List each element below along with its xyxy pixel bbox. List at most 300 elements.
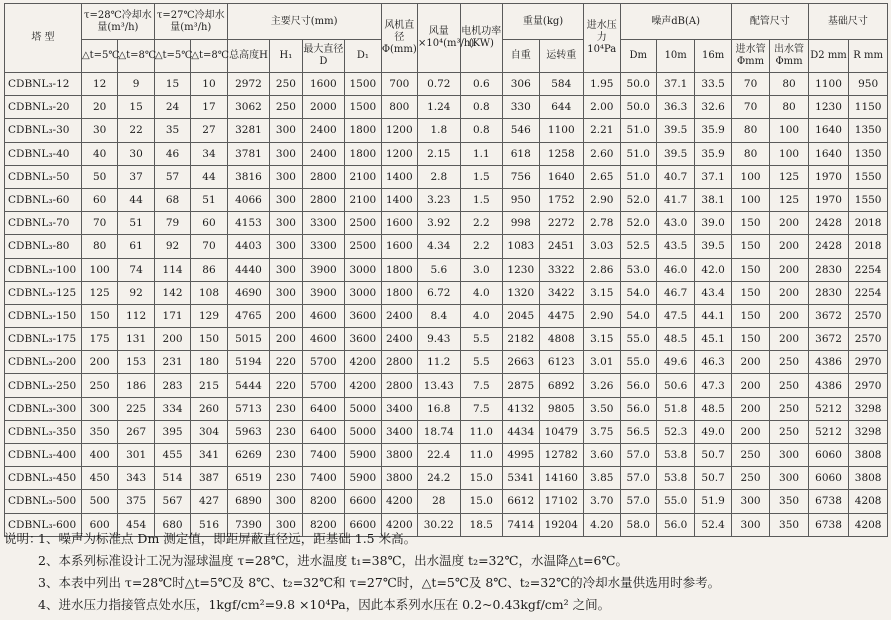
table-cell: 3.60 — [584, 444, 620, 467]
table-cell: 300 — [270, 281, 302, 304]
table-cell: 16.8 — [418, 397, 461, 420]
table-cell: 27 — [191, 119, 227, 142]
table-cell: 5.6 — [418, 258, 461, 281]
table-cell: 131 — [118, 328, 154, 351]
table-cell: 6269 — [227, 444, 270, 467]
table-cell: 4690 — [227, 281, 270, 304]
table-cell: 43.0 — [656, 212, 694, 235]
table-cell: 60 — [191, 212, 227, 235]
table-row — [5, 420, 888, 443]
table-cell: 2800 — [302, 165, 345, 188]
table-cell: 6600 — [345, 513, 381, 536]
table-cell: 200 — [731, 397, 769, 420]
table-cell: 756 — [503, 165, 539, 188]
header-airflow: 风量×10⁴(m³/h) — [418, 4, 461, 73]
table-cell: 250 — [770, 351, 808, 374]
table-cell: 2970 — [849, 351, 888, 374]
header-pressure: 进水压力10⁴Pa — [584, 4, 620, 73]
table-row — [5, 281, 888, 304]
table-cell: 2970 — [849, 374, 888, 397]
table-cell: 15.0 — [460, 490, 503, 513]
table-cell: 2500 — [345, 212, 381, 235]
table-cell: 41.7 — [656, 188, 694, 211]
table-cell: 1200 — [381, 119, 417, 142]
notes — [4, 528, 888, 616]
table-cell: 52.0 — [620, 188, 656, 211]
table-cell: 283 — [154, 374, 190, 397]
table-cell: 125 — [770, 188, 808, 211]
header-self-weight: 自重 — [503, 40, 539, 73]
table-cell: 3800 — [381, 444, 417, 467]
table-cell: 44.1 — [695, 304, 731, 327]
table-cell: 51 — [191, 188, 227, 211]
table-cell: 350 — [770, 513, 808, 536]
table-cell: 5713 — [227, 397, 270, 420]
table-cell: 2.00 — [584, 96, 620, 119]
header-outlet-pipe: 出水管Φmm — [770, 40, 808, 73]
table-cell: 39.5 — [656, 142, 694, 165]
table-cell: 1150 — [849, 96, 888, 119]
table-cell: 3.01 — [584, 351, 620, 374]
table-cell: 300 — [270, 165, 302, 188]
table-cell: 1400 — [381, 188, 417, 211]
table-cell: 186 — [118, 374, 154, 397]
table-cell: 1640 — [808, 119, 849, 142]
tower-model-cell: CDBNL₃-50 — [5, 165, 82, 188]
header-noise-16m: 16m — [695, 40, 731, 73]
tower-model-cell: CDBNL₃-70 — [5, 212, 82, 235]
tower-model-cell: CDBNL₃-600 — [5, 513, 82, 536]
table-cell: 5444 — [227, 374, 270, 397]
table-cell: 2972 — [227, 73, 270, 96]
header-main-dims: 主要尺寸(mm) — [227, 4, 381, 40]
header-dt5-tau28: △t=5℃ — [81, 40, 117, 73]
table-cell: 34 — [191, 142, 227, 165]
table-cell: 4475 — [539, 304, 584, 327]
table-cell: 1970 — [808, 165, 849, 188]
table-cell: 5194 — [227, 351, 270, 374]
table-row — [5, 235, 888, 258]
tower-model-cell: CDBNL₃-125 — [5, 281, 82, 304]
table-cell: 125 — [770, 165, 808, 188]
table-cell: 250 — [270, 73, 302, 96]
table-cell: 38.1 — [695, 188, 731, 211]
table-cell: 7.5 — [460, 374, 503, 397]
table-cell: 4208 — [849, 513, 888, 536]
table-cell: 9805 — [539, 397, 584, 420]
table-cell: 600 — [81, 513, 117, 536]
table-cell: 1600 — [381, 212, 417, 235]
table-cell: 2272 — [539, 212, 584, 235]
tower-model-cell: CDBNL₃-80 — [5, 235, 82, 258]
table-cell: 7.5 — [460, 397, 503, 420]
table-cell: 1600 — [302, 73, 345, 96]
table-cell: 1.5 — [460, 165, 503, 188]
table-cell: 150 — [81, 304, 117, 327]
table-cell: 4434 — [503, 420, 539, 443]
header-tau28: τ=28℃冷却水量(m³/h) — [81, 4, 154, 40]
table-cell: 100 — [770, 119, 808, 142]
header-h1: H₁ — [270, 40, 302, 73]
table-cell: 1350 — [849, 119, 888, 142]
table-cell: 4765 — [227, 304, 270, 327]
table-row — [5, 96, 888, 119]
table-cell: 220 — [270, 374, 302, 397]
table-cell: 4.20 — [584, 513, 620, 536]
table-cell: 24.2 — [418, 467, 461, 490]
table-cell: 200 — [731, 351, 769, 374]
table-cell: 175 — [81, 328, 117, 351]
table-cell: 200 — [154, 328, 190, 351]
table-cell: 1640 — [539, 165, 584, 188]
tower-model-cell: CDBNL₃-350 — [5, 420, 82, 443]
table-cell: 35.9 — [695, 119, 731, 142]
table-cell: 200 — [81, 351, 117, 374]
table-cell: 2830 — [808, 281, 849, 304]
table-row — [5, 490, 888, 513]
table-cell: 37 — [118, 165, 154, 188]
table-cell: 15 — [118, 96, 154, 119]
table-cell: 950 — [849, 73, 888, 96]
header-pipe: 配管尺寸 — [731, 4, 808, 40]
table-cell: 300 — [270, 258, 302, 281]
table-cell: 92 — [118, 281, 154, 304]
table-cell: 5.5 — [460, 328, 503, 351]
table-cell: 53.8 — [656, 467, 694, 490]
table-cell: 40.7 — [656, 165, 694, 188]
table-cell: 48.5 — [695, 397, 731, 420]
table-cell: 395 — [154, 420, 190, 443]
table-cell: 56.0 — [656, 513, 694, 536]
table-cell: 1800 — [381, 281, 417, 304]
table-cell: 150 — [731, 328, 769, 351]
tower-model-cell: CDBNL₃-200 — [5, 351, 82, 374]
table-row — [5, 328, 888, 351]
table-cell: 200 — [770, 212, 808, 235]
table-cell: 5015 — [227, 328, 270, 351]
table-cell: 80 — [81, 235, 117, 258]
table-cell: 1.1 — [460, 142, 503, 165]
table-cell: 24 — [154, 96, 190, 119]
table-cell: 12 — [81, 73, 117, 96]
table-cell: 387 — [191, 467, 227, 490]
table-cell: 300 — [270, 142, 302, 165]
table-cell: 14160 — [539, 467, 584, 490]
table-cell: 6890 — [227, 490, 270, 513]
note-text: 3、本表中列出 τ=28℃时△t=5℃及 8℃、t₂=32℃和 τ=27℃时，△t=5℃及 8℃、t₂=32℃的冷却水量供选用时参考。 — [38, 575, 721, 590]
table-cell: 3.26 — [584, 374, 620, 397]
table-cell: 70 — [731, 96, 769, 119]
table-cell: 11.0 — [460, 444, 503, 467]
table-cell: 300 — [270, 119, 302, 142]
table-cell: 1100 — [808, 73, 849, 96]
table-cell: 45.1 — [695, 328, 731, 351]
table-cell: 3000 — [345, 281, 381, 304]
tower-model-cell: CDBNL₃-300 — [5, 397, 82, 420]
table-cell: 37.1 — [695, 165, 731, 188]
table-cell: 86 — [191, 258, 227, 281]
table-cell: 5212 — [808, 397, 849, 420]
table-row — [5, 374, 888, 397]
table-cell: 2.90 — [584, 304, 620, 327]
note-4 — [4, 594, 888, 616]
table-body — [5, 73, 888, 537]
table-cell: 7390 — [227, 513, 270, 536]
table-cell: 306 — [503, 73, 539, 96]
table-cell: 80 — [731, 142, 769, 165]
table-cell: 22.4 — [418, 444, 461, 467]
table-cell: 56.0 — [620, 397, 656, 420]
table-cell: 1500 — [345, 73, 381, 96]
table-cell: 50.0 — [620, 96, 656, 119]
table-cell: 2830 — [808, 258, 849, 281]
header-dt8-tau27: △t=8℃ — [191, 40, 227, 73]
table-cell: 150 — [731, 258, 769, 281]
tower-model-cell: CDBNL₃-150 — [5, 304, 82, 327]
tower-model-cell: CDBNL₃-250 — [5, 374, 82, 397]
table-cell: 17 — [191, 96, 227, 119]
table-cell: 4.34 — [418, 235, 461, 258]
table-cell: 300 — [270, 188, 302, 211]
table-cell: 150 — [731, 281, 769, 304]
table-row — [5, 304, 888, 327]
header-weight: 重量(kg) — [503, 4, 584, 40]
table-cell: 4208 — [849, 490, 888, 513]
table-row — [5, 212, 888, 235]
table-cell: 2663 — [503, 351, 539, 374]
table-cell: 455 — [154, 444, 190, 467]
header-dt8-tau28: △t=8℃ — [118, 40, 154, 73]
table-cell: 1.5 — [460, 188, 503, 211]
table-cell: 2.15 — [418, 142, 461, 165]
table-cell: 3000 — [345, 258, 381, 281]
table-cell: 60 — [81, 188, 117, 211]
table-cell: 3300 — [302, 212, 345, 235]
table-cell: 220 — [270, 351, 302, 374]
table-cell: 5700 — [302, 351, 345, 374]
table-cell: 1200 — [381, 142, 417, 165]
table-cell: 4200 — [381, 490, 417, 513]
table-cell: 49.0 — [695, 420, 731, 443]
spec-table — [4, 3, 888, 537]
header-d1: D₁ — [345, 40, 381, 73]
table-cell: 2875 — [503, 374, 539, 397]
table-cell: 80 — [731, 119, 769, 142]
table-cell: 618 — [503, 142, 539, 165]
table-cell: 4600 — [302, 328, 345, 351]
table-cell: 6738 — [808, 490, 849, 513]
tower-model-cell: CDBNL₃-40 — [5, 142, 82, 165]
table-cell: 70 — [191, 235, 227, 258]
header-max-diameter: 最大直径D — [302, 40, 345, 73]
table-cell: 5963 — [227, 420, 270, 443]
table-cell: 3.85 — [584, 467, 620, 490]
table-cell: 39.0 — [695, 212, 731, 235]
table-cell: 19204 — [539, 513, 584, 536]
table-cell: 55.0 — [620, 328, 656, 351]
table-cell: 4066 — [227, 188, 270, 211]
table-cell: 5.5 — [460, 351, 503, 374]
table-cell: 546 — [503, 119, 539, 142]
table-cell: 2400 — [381, 304, 417, 327]
table-row — [5, 444, 888, 467]
table-cell: 0.8 — [460, 96, 503, 119]
header-base: 基础尺寸 — [808, 4, 887, 40]
table-cell: 3.50 — [584, 397, 620, 420]
table-cell: 2800 — [381, 374, 417, 397]
table-cell: 5212 — [808, 420, 849, 443]
table-cell: 79 — [154, 212, 190, 235]
table-cell: 30.22 — [418, 513, 461, 536]
table-cell: 2.2 — [460, 212, 503, 235]
table-cell: 5900 — [345, 444, 381, 467]
table-cell: 108 — [191, 281, 227, 304]
header-base-d2: D2 mm — [808, 40, 849, 73]
table-cell: 5700 — [302, 374, 345, 397]
note-text: 1、噪声为标准点 Dm 测定值，即距屏蔽直径远，距基础 1.5 米高。 — [38, 531, 417, 546]
tower-model-cell: CDBNL₃-20 — [5, 96, 82, 119]
table-cell: 150 — [731, 304, 769, 327]
table-cell: 2800 — [302, 188, 345, 211]
note-text: 2、本系列标准设计工况为湿球温度 τ=28℃，进水温度 t₁=38℃，出水温度 t₂=32℃，水温降△t=6℃。 — [38, 553, 628, 568]
table-cell: 375 — [118, 490, 154, 513]
table-cell: 4995 — [503, 444, 539, 467]
table-cell: 42.0 — [695, 258, 731, 281]
header-inlet-pipe: 进水管Φmm — [731, 40, 769, 73]
table-cell: 998 — [503, 212, 539, 235]
header-noise: 噪声dB(A) — [620, 4, 731, 40]
tower-model-cell: CDBNL₃-30 — [5, 119, 82, 142]
table-cell: 3600 — [345, 328, 381, 351]
table-row — [5, 188, 888, 211]
table-cell: 3.15 — [584, 281, 620, 304]
table-cell: 1800 — [345, 119, 381, 142]
table-cell: 350 — [81, 420, 117, 443]
table-cell: 6123 — [539, 351, 584, 374]
table-cell: 56.5 — [620, 420, 656, 443]
table-cell: 4386 — [808, 351, 849, 374]
table-cell: 3300 — [302, 235, 345, 258]
table-cell: 50.7 — [695, 444, 731, 467]
table-cell: 53.0 — [620, 258, 656, 281]
table-cell: 57.0 — [620, 444, 656, 467]
table-cell: 7400 — [302, 444, 345, 467]
table-cell: 3422 — [539, 281, 584, 304]
table-cell: 3781 — [227, 142, 270, 165]
table-cell: 230 — [270, 420, 302, 443]
table-cell: 92 — [154, 235, 190, 258]
table-cell: 3400 — [381, 397, 417, 420]
table-cell: 215 — [191, 374, 227, 397]
table-cell: 3298 — [849, 420, 888, 443]
table-cell: 50 — [81, 165, 117, 188]
table-cell: 2045 — [503, 304, 539, 327]
table-cell: 6519 — [227, 467, 270, 490]
note-1 — [4, 528, 888, 550]
table-cell: 334 — [154, 397, 190, 420]
table-cell: 32.6 — [695, 96, 731, 119]
table-cell: 3062 — [227, 96, 270, 119]
table-cell: 1258 — [539, 142, 584, 165]
table-cell: 2400 — [381, 328, 417, 351]
table-cell: 50.7 — [695, 467, 731, 490]
table-cell: 2500 — [345, 235, 381, 258]
table-cell: 125 — [81, 281, 117, 304]
table-cell: 567 — [154, 490, 190, 513]
table-cell: 39.5 — [656, 119, 694, 142]
table-cell: 9.43 — [418, 328, 461, 351]
table-row — [5, 119, 888, 142]
table-cell: 74 — [118, 258, 154, 281]
table-cell: 800 — [381, 96, 417, 119]
table-cell: 2451 — [539, 235, 584, 258]
table-cell: 112 — [118, 304, 154, 327]
table-cell: 1230 — [808, 96, 849, 119]
header-running-weight: 运转重 — [539, 40, 584, 73]
table-row — [5, 467, 888, 490]
table-cell: 300 — [270, 490, 302, 513]
table-cell: 2428 — [808, 235, 849, 258]
table-cell: 4200 — [345, 374, 381, 397]
table-cell: 11.0 — [460, 420, 503, 443]
table-cell: 300 — [270, 235, 302, 258]
table-cell: 52.4 — [695, 513, 731, 536]
table-cell: 6612 — [503, 490, 539, 513]
table-cell: 200 — [770, 328, 808, 351]
table-cell: 51.8 — [656, 397, 694, 420]
table-cell: 2254 — [849, 258, 888, 281]
table-cell: 700 — [381, 73, 417, 96]
table-cell: 50.6 — [656, 374, 694, 397]
table-cell: 55.0 — [620, 351, 656, 374]
header-fan: 风机直径Φ(mm) — [381, 4, 417, 73]
table-cell: 57.0 — [620, 490, 656, 513]
table-cell: 231 — [154, 351, 190, 374]
table-cell: 51.0 — [620, 165, 656, 188]
table-cell: 3.0 — [460, 258, 503, 281]
table-cell: 13.43 — [418, 374, 461, 397]
table-cell: 30 — [81, 119, 117, 142]
table-cell: 2254 — [849, 281, 888, 304]
table-cell: 3400 — [381, 420, 417, 443]
table-cell: 230 — [270, 467, 302, 490]
table-cell: 6738 — [808, 513, 849, 536]
table-cell: 46.0 — [656, 258, 694, 281]
table-cell: 250 — [731, 444, 769, 467]
table-cell: 500 — [81, 490, 117, 513]
table-cell: 1.24 — [418, 96, 461, 119]
table-row — [5, 142, 888, 165]
table-cell: 2400 — [302, 119, 345, 142]
table-cell: 3.03 — [584, 235, 620, 258]
tower-model-cell: CDBNL₃-12 — [5, 73, 82, 96]
table-cell: 516 — [191, 513, 227, 536]
table-cell: 1.8 — [418, 119, 461, 142]
table-cell: 200 — [270, 328, 302, 351]
table-cell: 3.75 — [584, 420, 620, 443]
table-cell: 1230 — [503, 258, 539, 281]
table-cell: 80 — [770, 73, 808, 96]
table-cell: 6400 — [302, 420, 345, 443]
table-cell: 49.6 — [656, 351, 694, 374]
table-cell: 114 — [154, 258, 190, 281]
table-cell: 36.3 — [656, 96, 694, 119]
table-cell: 17102 — [539, 490, 584, 513]
table-cell: 51 — [118, 212, 154, 235]
table-cell: 44 — [118, 188, 154, 211]
table-cell: 200 — [770, 304, 808, 327]
table-cell: 54.0 — [620, 281, 656, 304]
